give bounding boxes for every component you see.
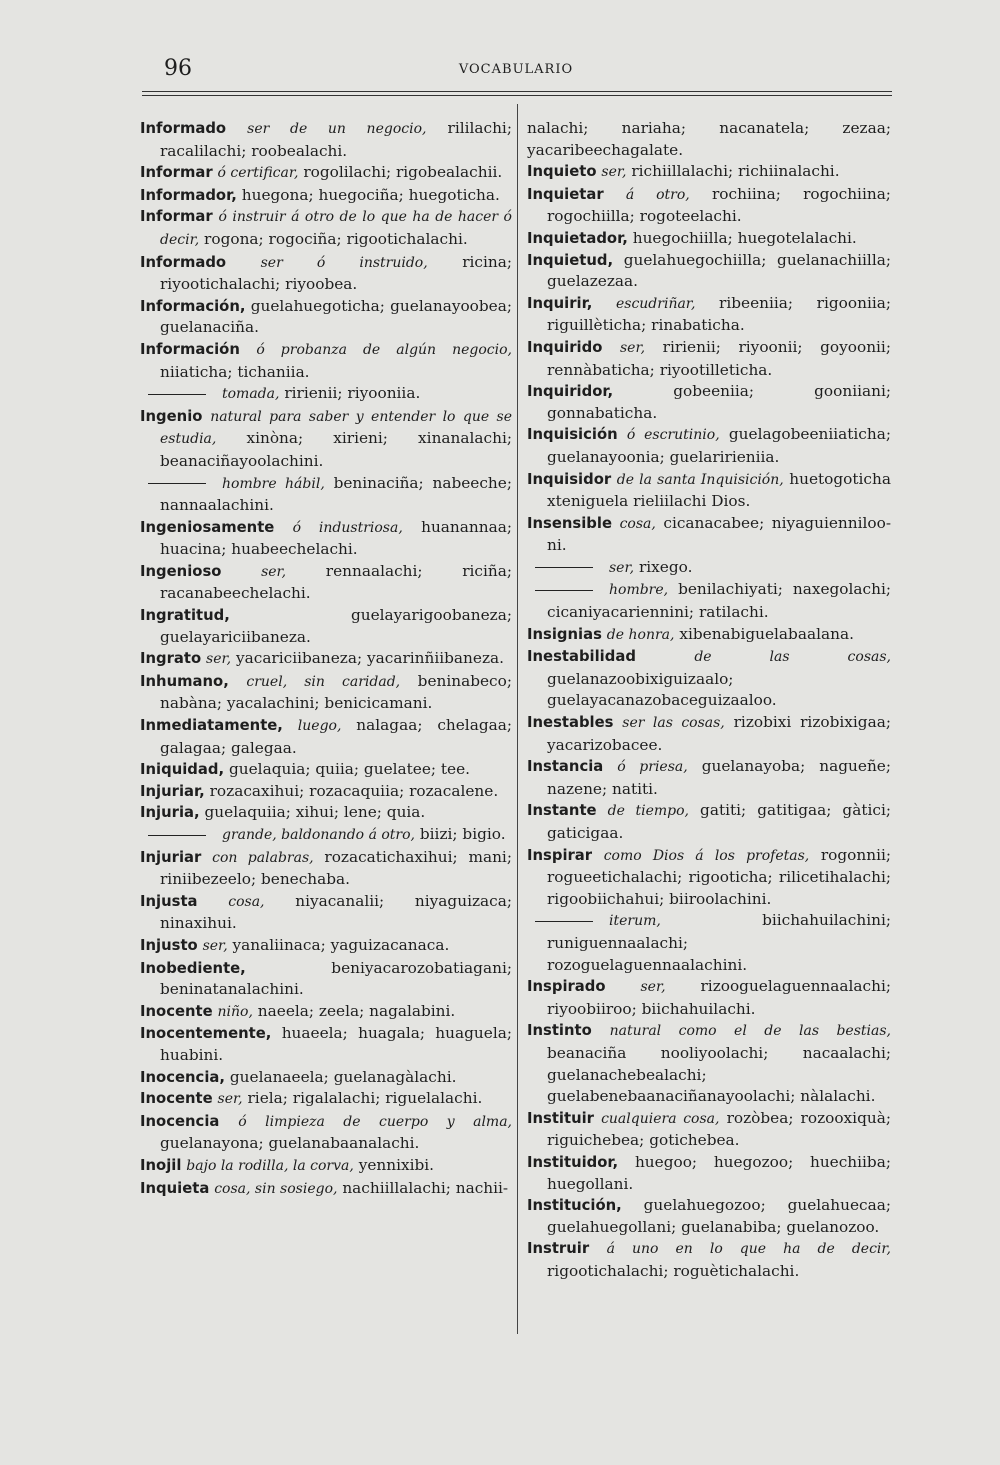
entry-qualifier: ó probanza de algún negocio, [256, 341, 512, 358]
entry-translation: ribeeniia; rigooniia; riguillèticha; rinabaticha. [547, 293, 891, 335]
dictionary-entry [140, 1067, 512, 1089]
entry-translation: rizooguelaguennaalachi; riyoobiiroo; biichahuilachi. [547, 977, 891, 1018]
entry-translation: guelanayoba; nagueñe; nazene; natiti. [547, 757, 891, 798]
entry-qualifier: ser, [640, 979, 666, 996]
dictionary-entry [140, 1001, 512, 1024]
dictionary-entry [527, 579, 891, 623]
entry-translation: guelaquiia; xihui; lene; quia. [204, 803, 426, 822]
entry-qualifier: ó industriosa, [292, 519, 403, 536]
dictionary-entry [527, 1020, 891, 1107]
dictionary-entry [527, 1108, 891, 1152]
entry-headword: Instancia [527, 758, 604, 776]
dictionary-entry [140, 1155, 512, 1178]
dictionary-entry [527, 424, 891, 468]
dictionary-entry [140, 473, 512, 517]
entry-headword: Inquirir, [527, 294, 593, 312]
entry-translation: guelanazoobixiguizaalo; guelayacanazobaceguizaaloo. [547, 669, 777, 710]
entry-translation: guelaquia; quiia; guelatee; tee. [228, 760, 471, 779]
entry-translation: richiillalachi; richiinalachi. [631, 162, 840, 181]
dictionary-entry [527, 161, 891, 184]
entry-qualifier: ser, [609, 559, 635, 576]
dictionary-entry [140, 935, 512, 958]
entry-qualifier: cruel, sin caridad, [246, 673, 401, 690]
entry-translation: ricina; riyootichalachi; riyoobea. [160, 252, 512, 294]
entry-qualifier: á uno en lo que ha de decir, [606, 1241, 891, 1258]
entry-headword: Ingenioso [140, 562, 222, 580]
dictionary-entry [140, 383, 512, 406]
entry-translation: guelanaeela; guelanagàlachi. [229, 1067, 457, 1086]
entry-qualifier: hombre hábil, [222, 475, 325, 492]
column-divider [517, 104, 518, 1334]
dictionary-entry [140, 1111, 512, 1155]
entry-qualifier: de las cosas, [694, 649, 891, 666]
dictionary-entry [527, 1152, 891, 1195]
entry-headword: Informar [140, 164, 213, 182]
dictionary-entry [527, 337, 891, 381]
entry-headword: Injuriar [140, 848, 202, 866]
dictionary-entry [140, 847, 512, 891]
entry-translation: guelanayona; guelanabaanalachi. [160, 1134, 420, 1153]
entry-headword: Inestables [527, 714, 614, 732]
dictionary-entry [140, 715, 512, 759]
entry-translation: guelahuegochiilla; guelanachiilla; guelazezaa. [547, 250, 891, 291]
entry-translation: huetogoticha xteniguela rieliilachi Dios. [547, 469, 891, 511]
entry-headword: Inmediatamente, [140, 717, 283, 735]
entry-headword: Ingratitud, [140, 607, 230, 625]
dictionary-entry [140, 162, 512, 185]
entry-qualifier: bajo la rodilla, la corva, [186, 1157, 354, 1174]
entry-qualifier: ser, [261, 563, 287, 580]
dictionary-entry [140, 296, 512, 339]
entry-qualifier: de la santa Inquisición, [616, 471, 784, 488]
dictionary-entry [527, 228, 891, 250]
entry-headword: Ingrato [140, 650, 202, 668]
entry-translation: rennaalachi; riciña; racanabeechelachi. [160, 561, 512, 603]
dictionary-entry [527, 381, 891, 424]
entry-translation: biichahuilachini; runiguennaalachi; rozoguelaguennaalachini. [547, 911, 891, 974]
entry-headword: Ingenio [140, 407, 203, 425]
dictionary-entry [140, 517, 512, 561]
entry-translation: yacariciibaneza; yacarinñiibaneza. [235, 649, 505, 668]
entry-qualifier: de tiempo, [607, 803, 689, 820]
entry-translation: rigootichalachi; roguètichalachi. [547, 1261, 800, 1280]
dictionary-entry [527, 712, 891, 756]
entry-headword: Informado [140, 253, 227, 271]
entry-translation: xibenabiguelabaalana. [679, 624, 854, 643]
entry-headword: Información [140, 340, 240, 358]
dictionary-entry [527, 646, 891, 712]
entry-qualifier: grande, baldonando á otro, [222, 827, 415, 843]
entry-qualifier: ó escrutinio, [626, 427, 720, 444]
right-column [527, 118, 891, 1282]
entry-translation: xinòna; xirieni; xinanalachi; beanaciñayoolachini. [160, 429, 512, 470]
entry-translation: biizi; bigio. [419, 825, 506, 843]
entry-headword: Inspirar [527, 846, 593, 864]
dictionary-entry [140, 781, 512, 803]
entry-translation: gatiti; gatitigaa; gàtici; gaticigaa. [547, 801, 891, 842]
header-rule-top [142, 91, 892, 92]
left-column [140, 118, 512, 1200]
entry-qualifier: hombre, [609, 582, 669, 599]
entry-qualifier: ó priesa, [617, 759, 688, 776]
entry-headword: Inquisición [527, 426, 618, 444]
dictionary-entry [140, 561, 512, 605]
dictionary-entry [527, 1238, 891, 1282]
entry-translation: niiaticha; tichaniia. [160, 362, 310, 381]
entry-qualifier: ó instruir á otro de lo que ha de hacer ó decir, [160, 209, 512, 248]
entry-translation: ririenii; riyooniia. [284, 384, 421, 403]
dictionary-entry [527, 250, 891, 293]
dictionary-entry [140, 759, 512, 781]
dictionary-entry [140, 1178, 512, 1201]
dictionary-entry [527, 756, 891, 800]
entry-translation: benilachiyati; naxegolachi; cicaniyacariennini; ratilachi. [547, 580, 891, 622]
entry-qualifier: á otro, [625, 186, 690, 203]
entry-translation: rogonnii; rogueetichalachi; rigooticha; rilicetihalachi; rigoobiichahui; biiroolachini. [547, 845, 892, 908]
dictionary-entry [140, 1023, 512, 1066]
entry-headword: Inobediente, [140, 959, 246, 977]
dictionary-entry [140, 339, 512, 383]
page-number: 96 [164, 56, 192, 81]
dictionary-entry [527, 557, 891, 580]
entry-translation: ririenii; riyoonii; goyoonii; rennàbaticha; riyootilleticha. [547, 337, 891, 379]
entry-translation: huegona; huegociña; huegoticha. [241, 185, 500, 204]
entry-qualifier: como Dios á los profetas, [603, 847, 810, 864]
entry-translation: beninabeco; nabàna; yacalachini; benicicamani. [160, 671, 512, 713]
entry-translation: nalagaa; chelagaa; galagaa; galegaa. [160, 716, 512, 757]
dictionary-entry [527, 910, 891, 976]
dictionary-entry [527, 118, 891, 161]
entry-qualifier: ser, [206, 651, 232, 668]
entry-translation: cicanacabee; niyaguiennilooni. [547, 513, 891, 555]
entry-headword: Inquisidor [527, 470, 612, 488]
entry-translation: guelagobeeniiaticha; guelanayoonia; guelaririeniia. [547, 425, 891, 466]
dictionary-entry [527, 184, 891, 228]
entry-qualifier: ser, [619, 339, 646, 356]
dictionary-entry [140, 252, 512, 296]
entry-translation: huaeela; huagala; huaguela; huabini. [160, 1024, 512, 1064]
entry-headword: Inestabilidad [527, 648, 636, 666]
dictionary-entry [140, 118, 512, 162]
entry-translation: guelahuegozoo; guelahuecaa; guelahuegollani; guelanabiba; guelanozoo. [547, 1196, 891, 1236]
entry-headword: Instituir [527, 1109, 594, 1127]
entry-headword: Inquietar [527, 185, 604, 203]
entry-translation: rogolilachi; rigobealachii. [303, 163, 503, 182]
dictionary-entry [527, 845, 891, 911]
entry-translation: beanaciña nooliyoolachi; nacaalachi; guelanachebealachi; guelabenebaanaciñanayoolachi; nàlalachi. [547, 1043, 891, 1106]
dictionary-entry [140, 1088, 512, 1111]
entry-headword: Informar [140, 208, 213, 226]
entry-translation: rozòbea; rozooxiquà; riguichebea; gotichebea. [547, 1108, 891, 1150]
dictionary-entry [527, 469, 891, 513]
entry-headword: Informado [140, 120, 227, 137]
repeat-dash [535, 567, 593, 568]
entry-qualifier: natural como el de las bestias, [609, 1023, 891, 1040]
entry-qualifier: cosa, sin sosiego, [214, 1180, 338, 1197]
entry-headword: Inojil [140, 1156, 182, 1174]
entry-translation: guelahuegoticha; guelanayoobea; guelanaciña. [160, 296, 512, 337]
entry-translation: beniyacarozobatiagani; beninatanalachini. [160, 958, 512, 999]
dictionary-entry [140, 891, 512, 935]
entry-translation: gobeeniia; gooniiani; gonnabaticha. [547, 382, 891, 422]
entry-headword: Instruir [527, 1240, 590, 1258]
entry-qualifier: natural para saber y entender lo que se estudia, [160, 408, 512, 448]
entry-qualifier: de honra, [606, 626, 675, 643]
repeat-dash [148, 483, 206, 484]
entry-qualifier: con palabras, [212, 849, 314, 866]
entry-headword: Instante [527, 802, 597, 820]
entry-qualifier: cosa, [619, 515, 656, 532]
entry-qualifier: ser, [217, 1091, 243, 1108]
entry-translation: yennixibi. [358, 1155, 435, 1174]
entry-qualifier: ser, [202, 937, 228, 954]
entry-headword: Inquietador, [527, 229, 628, 247]
entry-headword: Inquiridor, [527, 383, 614, 401]
entry-translation: rililachi; racalilachi; roobealachi. [160, 119, 512, 160]
repeat-dash [148, 394, 206, 395]
entry-headword: Inquietud, [527, 251, 614, 269]
entry-headword: Injusta [140, 892, 198, 910]
header-rule-bottom [142, 95, 892, 96]
entry-qualifier: escudriñar, [615, 295, 696, 312]
entry-headword: Instituidor, [527, 1153, 619, 1171]
repeat-dash [148, 835, 206, 836]
entry-qualifier: iterum, [609, 913, 661, 930]
entry-translation: yanaliinaca; yaguizacanaca. [232, 935, 450, 954]
entry-translation: naeela; zeela; nagalabini. [257, 1001, 456, 1020]
entry-translation: nachiillalachi; nachii- [342, 1178, 509, 1197]
entry-translation: rogona; rogociña; rigootichalachi. [204, 229, 468, 248]
entry-headword: Inquieto [527, 163, 597, 181]
dictionary-entry [140, 958, 512, 1001]
dictionary-entry [527, 1195, 891, 1238]
entry-qualifier: niño, [217, 1003, 253, 1020]
entry-translation: riela; rigalalachi; riguelalachi. [247, 1089, 483, 1108]
dictionary-entry [140, 648, 512, 671]
entry-qualifier: ó limpieza de cuerpo y alma, [238, 1113, 512, 1130]
entry-headword: Injuria, [140, 804, 200, 822]
running-title: VOCABULARIO [458, 62, 574, 77]
entry-translation: rozacaxihui; rozacaquiia; rozacalene. [209, 781, 499, 800]
dictionary-entry [140, 671, 512, 715]
entry-translation: rochiina; rogochiina; rogochiilla; rogoteelachi. [547, 184, 891, 226]
entry-translation: huanannaa; huacina; huabeechelachi. [160, 517, 512, 559]
entry-qualifier: luego, [297, 718, 342, 735]
entry-headword: Inocente [140, 1090, 213, 1108]
entry-headword: Inquirido [527, 338, 603, 356]
dictionary-entry [140, 406, 512, 473]
entry-headword: Inhumano, [140, 672, 229, 690]
entry-qualifier: ser de un negocio, [247, 121, 427, 137]
entry-translation: huegoo; huegozoo; huechiiba; huegollani. [547, 1152, 891, 1193]
entry-translation: guelayarigoobaneza; guelayariciibaneza. [160, 606, 512, 646]
entry-translation: rizobixi rizobixigaa; yacarizobacee. [547, 713, 891, 754]
dictionary-entry [140, 605, 512, 648]
entry-translation: beninaciña; nabeeche; nannaalachini. [160, 473, 512, 515]
entry-headword: Insignias [527, 625, 602, 643]
dictionary-entry [527, 800, 891, 844]
entry-translation: rozacatichaxihui; mani; riniibezeelo; benechaba. [160, 847, 512, 889]
entry-headword: Inocente [140, 1002, 213, 1020]
dictionary-entry [140, 802, 512, 824]
entry-headword: Ingeniosamente [140, 518, 275, 536]
entry-headword: Inocentemente, [140, 1025, 272, 1043]
entry-headword: Iniquidad, [140, 761, 225, 779]
entry-translation: niyacanalii; niyaguizaca; ninaxihui. [160, 891, 512, 933]
repeat-dash [535, 590, 593, 591]
dictionary-entry [140, 185, 512, 207]
entry-headword: Informador, [140, 186, 237, 204]
entry-headword: Injusto [140, 936, 198, 954]
repeat-dash [535, 921, 593, 922]
entry-headword: Inocencia, [140, 1068, 225, 1086]
entry-qualifier: ó certificar, [217, 165, 299, 182]
entry-headword: Injuriar, [140, 782, 205, 800]
entry-headword: Institución, [527, 1197, 622, 1215]
entry-translation: nalachi; nariaha; nacanatela; zezaa; yacaribeechagalate. [527, 119, 891, 159]
entry-headword: Inquieta [140, 1179, 210, 1197]
entry-translation: huegochiilla; huegotelalachi. [632, 228, 857, 247]
dictionary-entry [140, 824, 512, 847]
entry-headword: Información, [140, 297, 246, 315]
entry-headword: Instinto [527, 1022, 592, 1040]
page-header [140, 56, 892, 86]
entry-headword: Inocencia [140, 1112, 220, 1130]
entry-headword: Inspirado [527, 978, 606, 996]
entry-translation: rixego. [638, 557, 693, 576]
dictionary-entry [527, 513, 891, 557]
entry-qualifier: cualquiera cosa, [601, 1110, 720, 1127]
dictionary-entry [527, 624, 891, 647]
entry-qualifier: cosa, [228, 893, 265, 910]
entry-headword: Insensible [527, 514, 612, 532]
dictionary-entry [527, 976, 891, 1020]
dictionary-entry [527, 293, 891, 337]
entry-qualifier: ser ó instruido, [260, 254, 428, 271]
dictionary-entry [140, 206, 512, 251]
entry-qualifier: ser las cosas, [622, 715, 725, 732]
entry-qualifier: ser, [601, 164, 627, 181]
entry-qualifier: tomada, [222, 386, 280, 403]
